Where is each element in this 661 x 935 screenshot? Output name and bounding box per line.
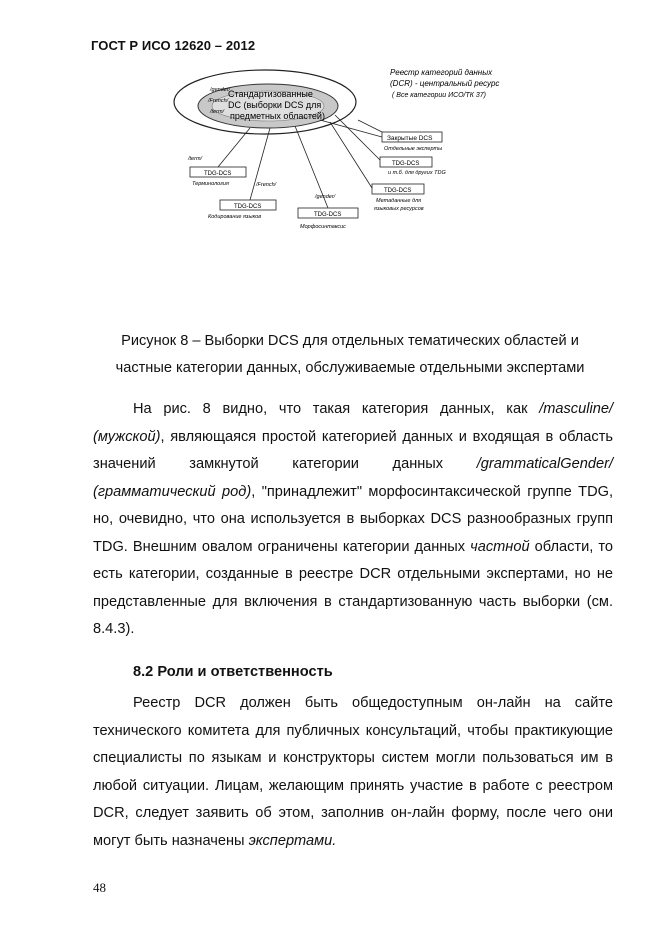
tdg-box-meta-title: TDG-DCS (384, 188, 412, 194)
tdg-box-lang-title: TDG-DCS (234, 204, 262, 210)
core-tag-gender: /gender/ (210, 87, 231, 93)
registry-note: ( Все категории ИСО/ТК 37) (392, 92, 486, 99)
core-tag-term: /term/ (210, 109, 225, 115)
registry-title: Реестр категорий данных (390, 68, 493, 77)
section-heading: 8.2 Роли и ответственность (133, 664, 333, 680)
para1-text-4: области, то есть категории, созданные в реестре DCR отдельными экспертами, но не представленные для включения в стандартизованную часть выборки (см. 8.4.3). (93, 538, 613, 637)
diagram-svg (170, 60, 550, 240)
document-header: ГОСТ Р ИСО 12620 – 2012 (91, 38, 256, 53)
para1-emph-2: /grammaticalGender/ (грамматический род) (93, 456, 613, 500)
tdg-box-meta-label-1: Метаданные для (376, 198, 422, 204)
core-label-3: предметных областей) (230, 111, 325, 121)
private-dcs-label: Закрытые DCS (387, 135, 433, 142)
figure-8-diagram (170, 60, 550, 240)
figure-caption (80, 328, 620, 382)
core-label-2: DC (выборки DCS для (228, 100, 322, 110)
private-dcs-sub: Отдельные эксперты (384, 146, 443, 152)
tdg-box-lang-label: Кодирование языков (208, 214, 262, 220)
tdg-box-term-title: TDG-DCS (204, 171, 232, 177)
para1-text-2: , являющаяся простой категорией данных и входящая в область значений замкнутой категории данных (93, 428, 613, 472)
para2-emph-1: экспертами. (248, 832, 337, 849)
para2-text-1: Реестр DCR должен быть общедоступным он-лайн на сайте технического комитета для публичных консультаций, чтобы практикующие специалисты по языкам и конструкторы систем могли пользоваться им в любой ситуации. Лицам, желающим принять участие в работе с реестром DCR, следует заявить об этом, заполнив он-лайн форму, после чего они могут быть назначены (93, 695, 613, 849)
caption-line-2: частные категории данных, обслуживаемые отдельными экспертами (115, 360, 585, 376)
caption-line-1: Рисунок 8 – Выборки DCS для отдельных тематических областей и (121, 333, 579, 349)
tdg-box-morph-label: Морфосинтаксис (300, 224, 346, 230)
para1-text-3: , "принадлежит" морфосинтаксической группе TDG, но, очевидно, что она используется в выборках DCS разнообразных групп TDG. Внешним овалом ограничены категории данных (93, 483, 614, 555)
core-label-1: Стандартизованные (228, 89, 313, 99)
paragraph-1 (93, 396, 613, 644)
page-number: 48 (93, 880, 106, 895)
tdg-box-meta-label-2: языковых ресурсов (374, 206, 424, 212)
para1-text-1: На рис. 8 видно, что такая категория данных, как (133, 401, 540, 417)
connector-lines (218, 115, 382, 208)
registry-subtitle: (DCR) - центральный ресурс (390, 79, 500, 88)
out-tag-french: /French/ (256, 182, 277, 188)
tdg-box-term-label: Терминология (192, 181, 229, 187)
out-tag-term: /term/ (188, 156, 203, 162)
tdg-box-other-title: TDG-DCS (392, 161, 420, 167)
out-tag-gender: /gender/ (315, 194, 336, 200)
paragraph-2 (93, 690, 613, 855)
tdg-box-other-label: и т.б. для других TDG (388, 170, 446, 176)
para1-emph-1: /masculine/ (мужской) (93, 401, 613, 445)
para1-emph-3: частной (470, 538, 530, 555)
core-tag-french: /French/ (208, 98, 229, 104)
tdg-box-morph-title: TDG-DCS (314, 212, 342, 218)
